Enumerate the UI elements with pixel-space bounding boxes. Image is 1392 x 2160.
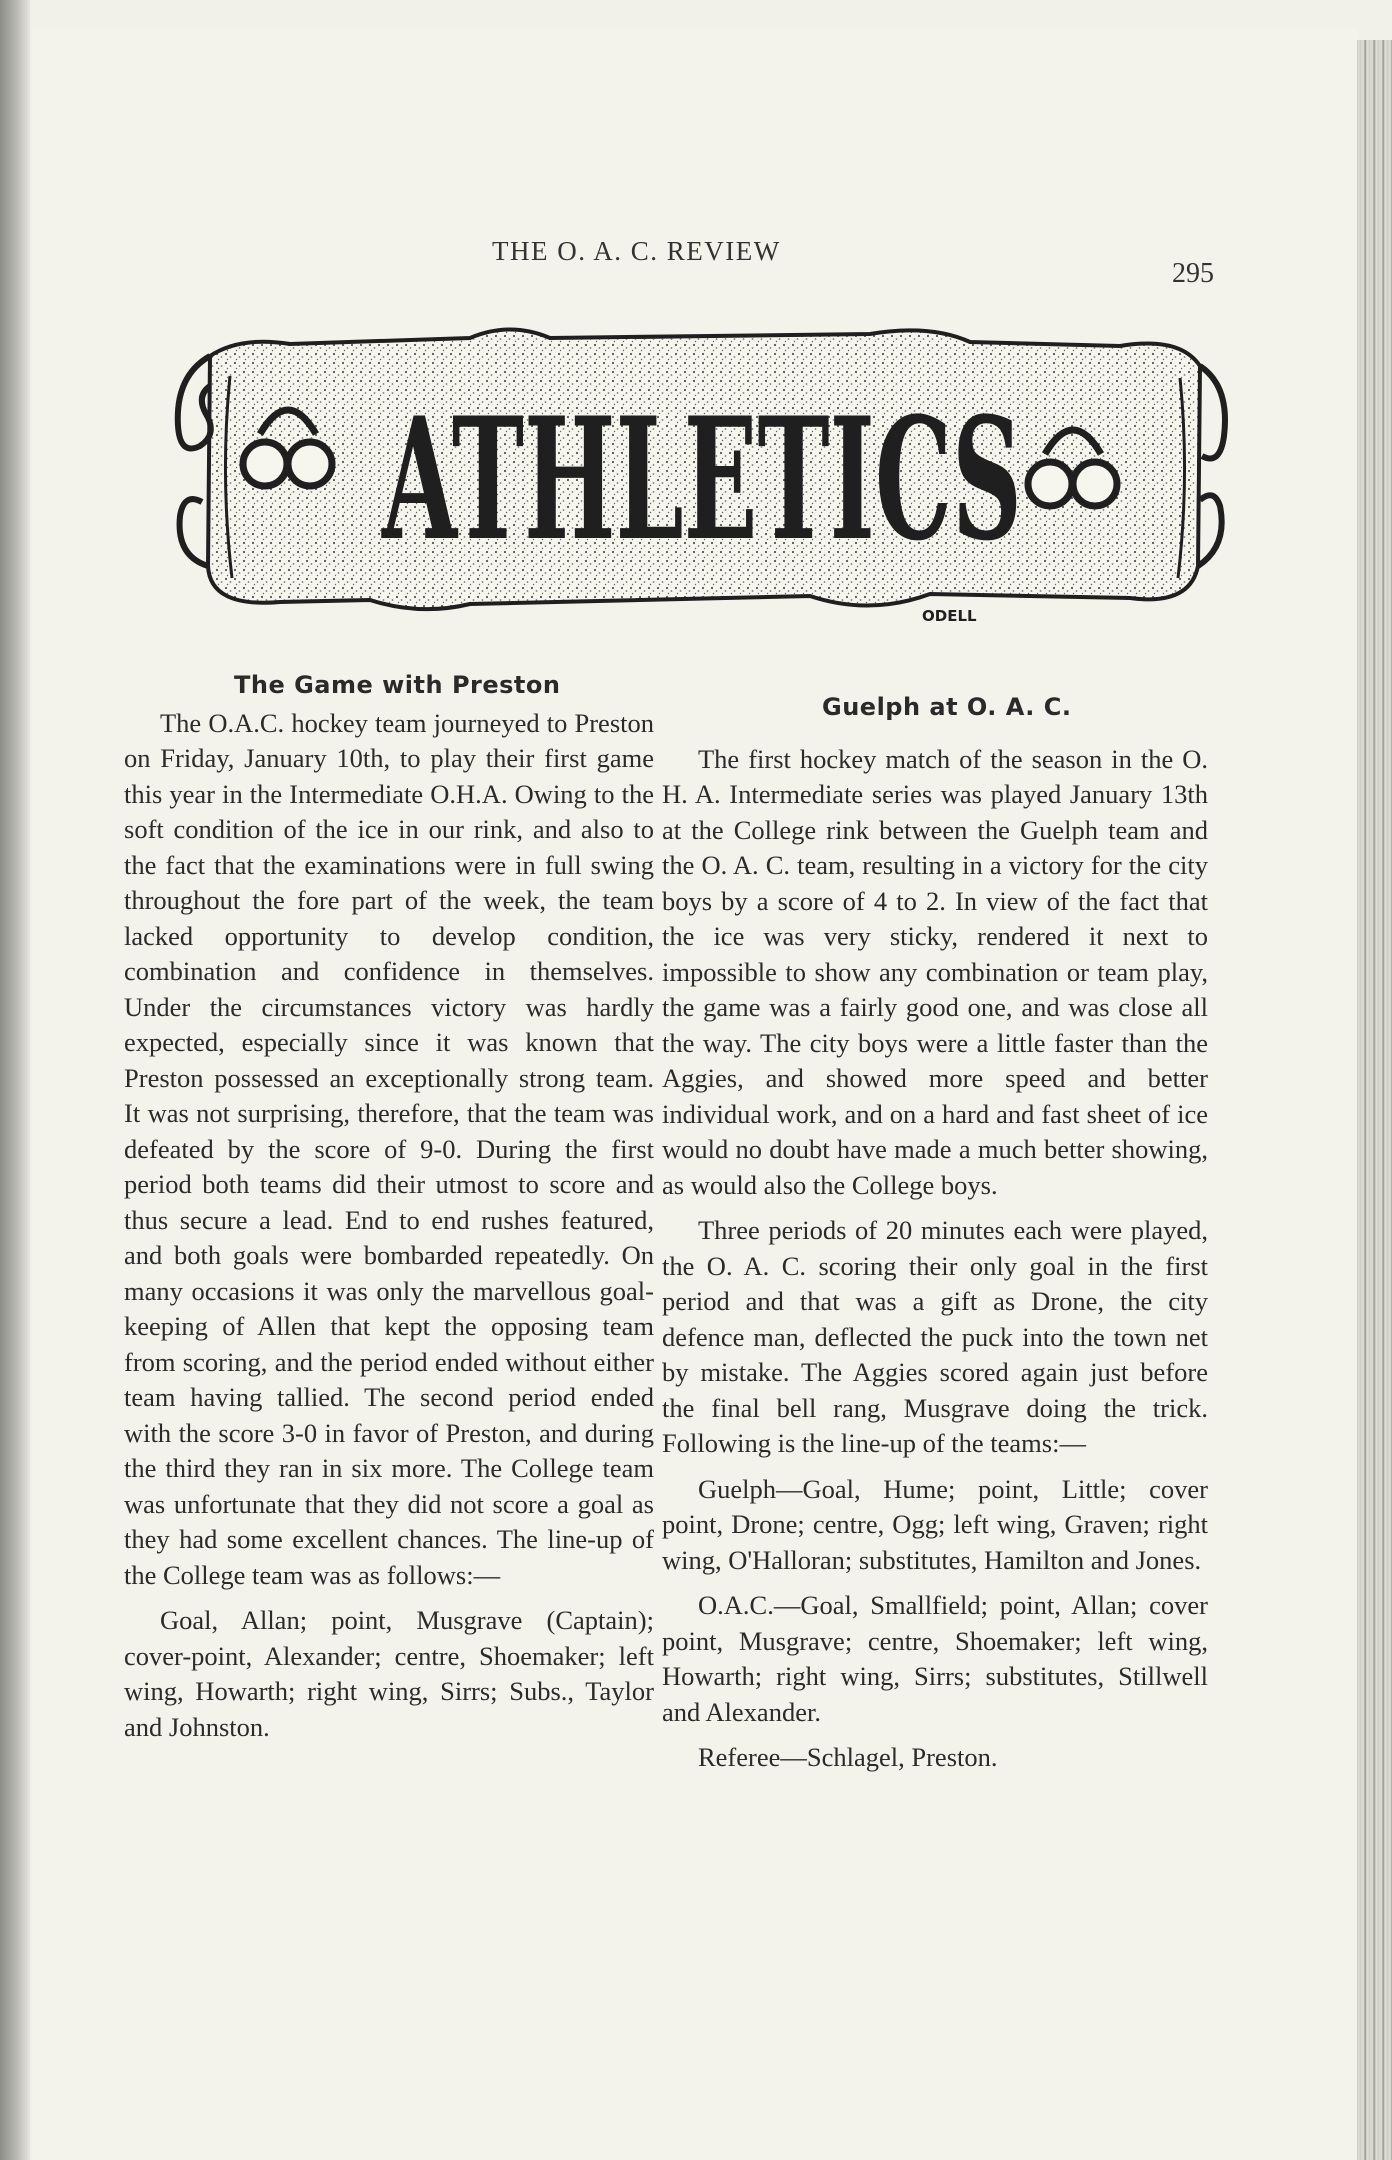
binding-shadow <box>0 0 30 2160</box>
magazine-page <box>32 28 1357 2160</box>
page-number: 295 <box>1172 258 1214 289</box>
article-paragraph: Referee—Schlagel, Preston. <box>698 1742 998 1772</box>
article-paragraph: Three periods of 20 minutes each were played, the O. A. C. scoring their only goal in the first period and that was a gift as Drone, the city defence man, deflected the puck into the town net by mistake. The Aggies scored again just before the final bell rang, Musgrave doing the trick. Following is the line-up of the teams:— <box>662 1215 1208 1458</box>
article-heading-preston: The Game with Preston <box>234 671 561 699</box>
left-column <box>124 668 654 1755</box>
article-paragraph: The first hockey match of the season in the O. H. A. Intermediate series was played January 13th at the College rink between the Guelph team and the O. A. C. team, resulting in a victory for the city boys by a score of 4 to 2. In view of the fact that the ice was very sticky, rendered it next to impossible to show any combination or team play, the game was a fairly good one, and was close all the way. The city boys were a little faster than the Aggies, and showed more speed and better individual work, and on a hard and fast sheet of ice would no doubt have made a much better showing, as would also the College boys. <box>662 743 1208 1200</box>
article-paragraph: Goal, Allan; point, Musgrave (Captain); cover-point, Alexander; centre, Shoemaker; left wing, Howarth; right wing, Sirrs; Subs., Taylor and Johnston. <box>124 1605 654 1742</box>
athletics-banner <box>170 316 1232 628</box>
article-paragraph: The O.A.C. hockey team journeyed to Preston on Friday, January 10th, to play their first game this year in the Intermediate O.H.A. Owing to the soft condition of the ice in our rink, and also to the fact that the examinations were in full swing throughout the fore part of the week, the team lacked opportunity to develop condition, combination and confidence in themselves. Under the circumstances victory was hardly expected, especially since it was known that Preston possessed an exceptionally strong team. It was not surprising, therefore, that the team was defeated by the score of 9-0. During the first period both teams did their utmost to score and thus secure a lead. End to end rushes featured, and both goals were bombarded repeatedly. On many occasions it was only the marvellous goal-keeping of Allen that kept the opposing team from scoring, and the period ended without either team having tallied. The second period ended with the score 3-0 in favor of Preston, and during the third they ran in six more. The College team was unfortunate that they did not score a goal as they had some excellent chances. The line-up of the College team was as follows:— <box>124 707 654 1590</box>
article-paragraph: Guelph—Goal, Hume; point, Little; cover point, Drone; centre, Ogg; left wing, Graven; right wing, O'Halloran; substitutes, Hamilton and Jones. <box>662 1473 1208 1575</box>
article-heading-guelph: Guelph at O. A. C. <box>822 693 1072 721</box>
page-edge-stack <box>1352 40 1392 2160</box>
article-paragraph: O.A.C.—Goal, Smallfield; point, Allan; cover point, Musgrave; centre, Shoemaker; left wing, Howarth; right wing, Sirrs; substitutes, Stillwell and Alexander. <box>662 1590 1208 1727</box>
artist-signature: ODELL <box>922 607 977 625</box>
right-column <box>662 690 1208 1786</box>
running-title: THE O. A. C. REVIEW <box>492 236 781 266</box>
athletics-title: ATHLETICS <box>380 380 1022 578</box>
